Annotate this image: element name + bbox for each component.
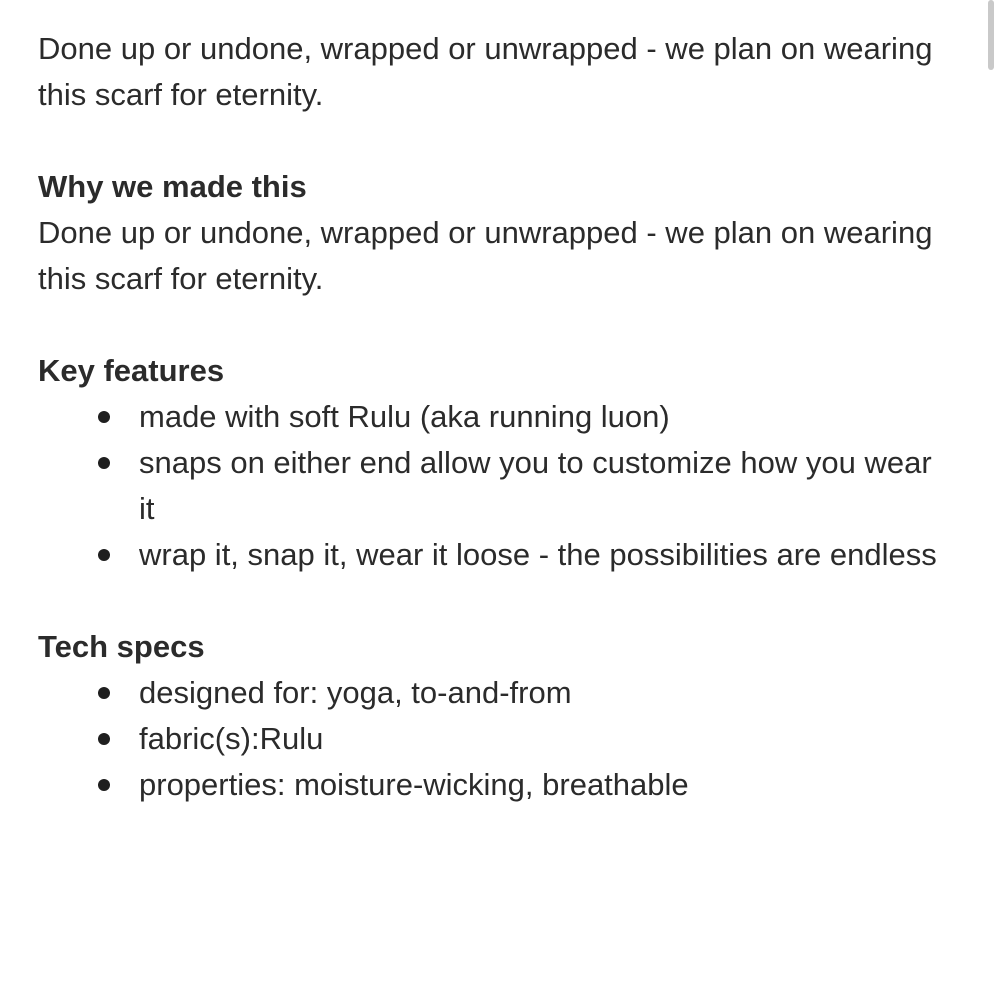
bullet-icon bbox=[98, 411, 110, 423]
why-text: Done up or undone, wrapped or unwrapped - we plan on wearing this scarf for eternity. bbox=[38, 215, 933, 296]
list-item-text: made with soft Rulu (aka running luon) bbox=[139, 399, 670, 434]
list-item bbox=[38, 532, 938, 578]
list-item-text: snaps on either end allow you to customize how you wear it bbox=[139, 445, 932, 526]
bullet-icon bbox=[98, 549, 110, 561]
list-item-text: wrap it, snap it, wear it loose - the possibilities are endless bbox=[139, 537, 937, 572]
key-features-section bbox=[38, 348, 938, 578]
list-item-text: properties: moisture-wicking, breathable bbox=[139, 767, 689, 802]
why-section bbox=[38, 164, 938, 302]
list-item bbox=[38, 670, 938, 716]
bullet-icon bbox=[98, 687, 110, 699]
scrollbar[interactable] bbox=[988, 0, 994, 70]
why-heading: Why we made this bbox=[38, 169, 307, 204]
list-item bbox=[38, 440, 938, 532]
list-item bbox=[38, 762, 938, 808]
product-description bbox=[38, 26, 938, 808]
bullet-icon bbox=[98, 733, 110, 745]
list-item bbox=[38, 394, 938, 440]
bullet-icon bbox=[98, 779, 110, 791]
tech-specs-list bbox=[38, 670, 938, 808]
list-item-text: designed for: yoga, to-and-from bbox=[139, 675, 572, 710]
bullet-icon bbox=[98, 457, 110, 469]
key-features-heading: Key features bbox=[38, 353, 225, 388]
list-item bbox=[38, 716, 938, 762]
intro-text: Done up or undone, wrapped or unwrapped - we plan on wearing this scarf for eternity. bbox=[38, 31, 933, 112]
tech-specs-section bbox=[38, 624, 938, 808]
key-features-list bbox=[38, 394, 938, 578]
tech-specs-heading: Tech specs bbox=[38, 629, 205, 664]
list-item-text: fabric(s):Rulu bbox=[139, 721, 324, 756]
